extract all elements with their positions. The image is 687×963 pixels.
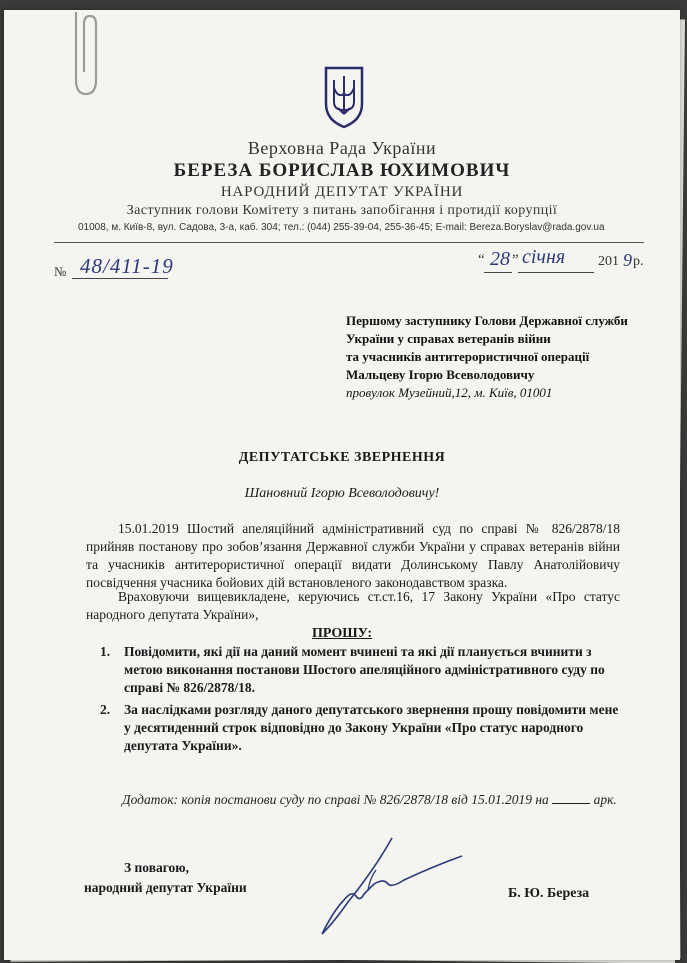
salutation: Шановний Ігорю Всеволодовичу! <box>244 486 440 501</box>
paperclip-icon <box>62 10 102 100</box>
request-heading: ПРОШУ: <box>311 626 373 641</box>
handwritten-signature <box>304 830 464 940</box>
letter-title: ДЕПУТАТСЬКЕ ЗВЕРНЕННЯ <box>238 450 446 465</box>
addressee-block <box>346 312 628 402</box>
paragraph-1-text: 15.01.2019 Шостий апеляційний адміністративний суд по справі № 826/2878/18 прийняв постанову про зобов’язання Державної служби України у справах ветеранів війни та учасників антитерористичної операції видати Долинському Павлу Анатолійовичу посвідчення учасника бойових дій встановленого законодавством зразка. <box>86 521 620 590</box>
list-item-text: За наслідками розгляду даного депутатського звернення прошу повідомити мене у десятиденний строк відповідно до Закону України «Про статус народного депутата України». <box>124 702 619 753</box>
date-year-suffix: 9 <box>623 250 632 270</box>
date-day: 28 <box>490 248 510 270</box>
paragraph-2-text: Враховуючи вищевикладене, керуючись ст.ст.16, 17 Закону України «Про статус народного депутата України», <box>86 589 620 622</box>
date-close-quote: ” <box>512 252 519 268</box>
addressee-line: Першому заступнику Голови Державної служби <box>346 313 628 328</box>
addressee-line: України у справах ветеранів війни <box>346 331 551 346</box>
list-item-number: 1. <box>100 644 111 659</box>
registration-number-label: № <box>54 264 67 279</box>
deputy-position: НАРОДНИЙ ДЕПУТАТ УКРАЇНИ <box>220 184 464 200</box>
institution-name: Верховна Рада України <box>247 138 437 158</box>
list-item-number: 2. <box>100 702 111 717</box>
addressee-line: та учасників антитерористичної операції <box>346 349 590 364</box>
attachment-unit: арк. <box>593 792 617 807</box>
addressee-address: провулок Музейний,12, м. Київ, 01001 <box>346 385 553 400</box>
list-item <box>100 701 620 755</box>
letter-page <box>4 10 680 960</box>
attachment-note <box>122 792 617 808</box>
signer-name: Б. Ю. Береза <box>508 886 590 901</box>
header-divider <box>54 242 644 243</box>
contact-info: 01008, м. Київ-8, вул. Садова, 3-а, каб. 304; тел.: (044) 255-39-04, 255-36-45; E-mail: Bereza.Boryslav@rada.gov.ua <box>78 222 605 233</box>
date-month-line <box>518 272 594 273</box>
addressee-line: Мальцеву Ігорю Всеволодовичу <box>346 367 535 382</box>
list-item <box>100 643 620 697</box>
closing-regards: З повагою, <box>124 860 189 875</box>
date-year-prefix: 201 <box>598 254 619 269</box>
attachment-text: Додаток: копія постанови суду по справі № 826/2878/18 від 15.01.2019 на <box>122 792 549 807</box>
deputy-name: БЕРЕЗА БОРИСЛАВ ЮХИМОВИЧ <box>173 160 511 181</box>
signer-title: народний депутат України <box>84 880 247 895</box>
attachment-pages-blank <box>552 803 590 804</box>
date-day-line <box>484 272 512 273</box>
paragraph-2 <box>86 588 620 624</box>
date-open-quote: “ <box>478 252 485 268</box>
date-month: січня <box>522 246 566 268</box>
list-item-text: Повідомити, які дії на даний момент вчинені та які дії планується вчинити з метою виконання постанови Шостого апеляційного адміністративного суду по справі № 826/2878/18. <box>124 644 605 695</box>
committee-role: Заступник голови Комітету з питань запобігання і протидії корупції <box>126 203 558 218</box>
registration-number: 48/411-19 <box>80 254 174 278</box>
coat-of-arms-icon <box>322 64 366 130</box>
date-year-abbrev: р. <box>633 254 644 269</box>
paragraph-1 <box>86 520 620 592</box>
request-list <box>100 643 620 759</box>
